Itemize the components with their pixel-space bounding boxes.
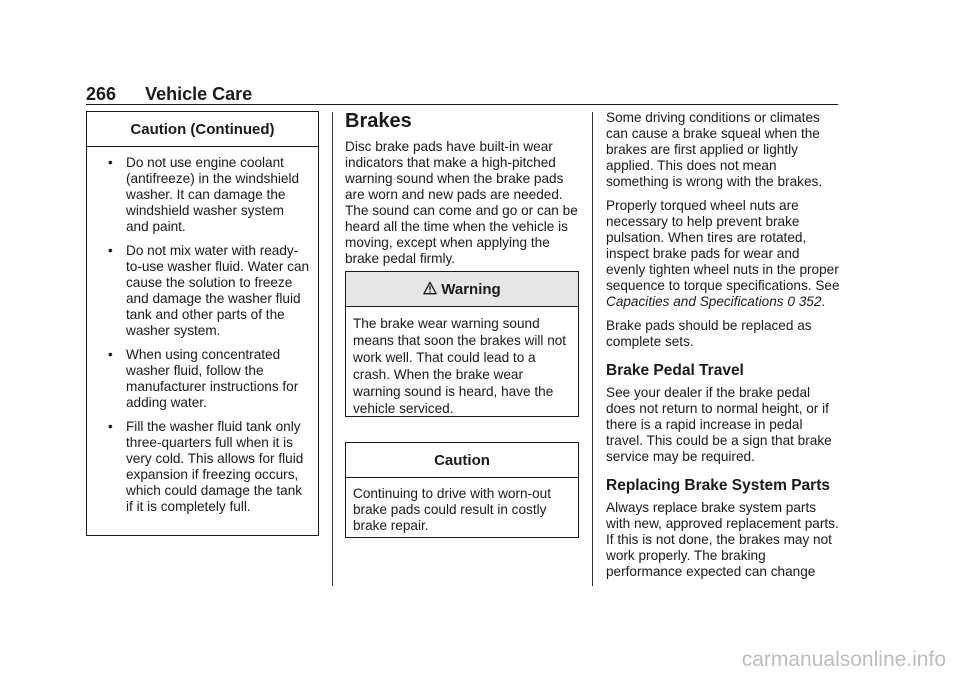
caution-title: Caution [346, 443, 578, 478]
warning-triangle-icon [423, 281, 437, 295]
caution-text: Continuing to drive with worn-out brake pads could result in costly brake repair. [353, 486, 551, 533]
brake-pedal-heading: Brake Pedal Travel [606, 362, 744, 379]
page-number: 266 [86, 84, 117, 104]
warning-text: The brake wear warning sound means that soon the brakes will not work well. That could lead to a crash. When the brake wear warning sound is heard, have the vehicle serviced. [353, 316, 567, 416]
list-item: • When using concentrated washer fluid, follow the manufacturer instructions for adding water. [108, 347, 299, 410]
caution-bullet-list [94, 155, 310, 515]
replacing-parts-paragraph: Always replace brake system parts with new, approved replacement parts. If this is not done, the brakes may not work properly. The braking performance expected can change [606, 500, 839, 579]
specifications-link[interactable]: Capacities and Specifications 0 352 [606, 294, 822, 309]
column-divider [592, 112, 593, 586]
section-title: Vehicle Care [145, 84, 253, 104]
warning-box [345, 271, 579, 417]
list-item: • Do not use engine coolant (antifreeze) in the windshield washer. It can damage the windshield washer system and paint. [108, 155, 300, 234]
caution-continued-title: Caution (Continued) [87, 112, 318, 147]
page-ref-icon: 0 [787, 294, 795, 309]
warning-title-bar [346, 272, 578, 307]
list-item: • Do not mix water with ready-to-use washer fluid. Water can cause the solution to freeze and damage the washer fluid tank and other parts of the washer system. [108, 243, 310, 338]
watermark: carmanualsonline.info [741, 648, 946, 671]
list-item: • Fill the washer fluid tank only three-quarters full when it is very cold. This allows for fluid expansion if freezing occurs, which could damage the tank if it is completely full. [108, 419, 304, 514]
brakes-intro: Disc brake pads have built-in wear indicators that make a high-pitched warning sound when the brake pads are worn and new pads are needed. The sound can come and go or can be heard all the time when the vehicle is moving, except when applying the brake pedal firmly. [345, 139, 578, 266]
brake-pedal-paragraph: See your dealer if the brake pedal does not return to normal height, or if there is a rapid increase in pedal travel. This could be a sign that brake service may be required. [606, 385, 832, 464]
bullet-icon: • [108, 155, 113, 170]
bullet-icon: • [108, 243, 113, 258]
warning-title: Warning [441, 281, 501, 298]
bullet-icon: • [108, 419, 113, 434]
brakes-heading: Brakes [345, 110, 412, 132]
caution-box [345, 442, 579, 538]
column-divider [332, 112, 333, 586]
replace-sets-paragraph: Brake pads should be replaced as complete sets. [606, 318, 812, 349]
page-header [86, 84, 252, 105]
wheel-nuts-paragraph: Properly torqued wheel nuts are necessary to help prevent brake pulsation. When tires are rotated, inspect brake pads for wear and evenly tighten wheel nuts in the proper sequence to torque specifications. See Capacities and Specifications 0 352. [606, 198, 840, 309]
replacing-parts-heading: Replacing Brake System Parts [606, 477, 830, 494]
right-column [606, 110, 842, 588]
brake-squeal-paragraph: Some driving conditions or climates can cause a brake squeal when the brakes are first applied or lightly applied. This does not mean something is wrong with the brakes. [606, 110, 823, 189]
caution-continued-box [86, 111, 319, 536]
bullet-icon: • [108, 347, 113, 362]
header-rule [86, 104, 838, 105]
brakes-section [345, 110, 581, 275]
